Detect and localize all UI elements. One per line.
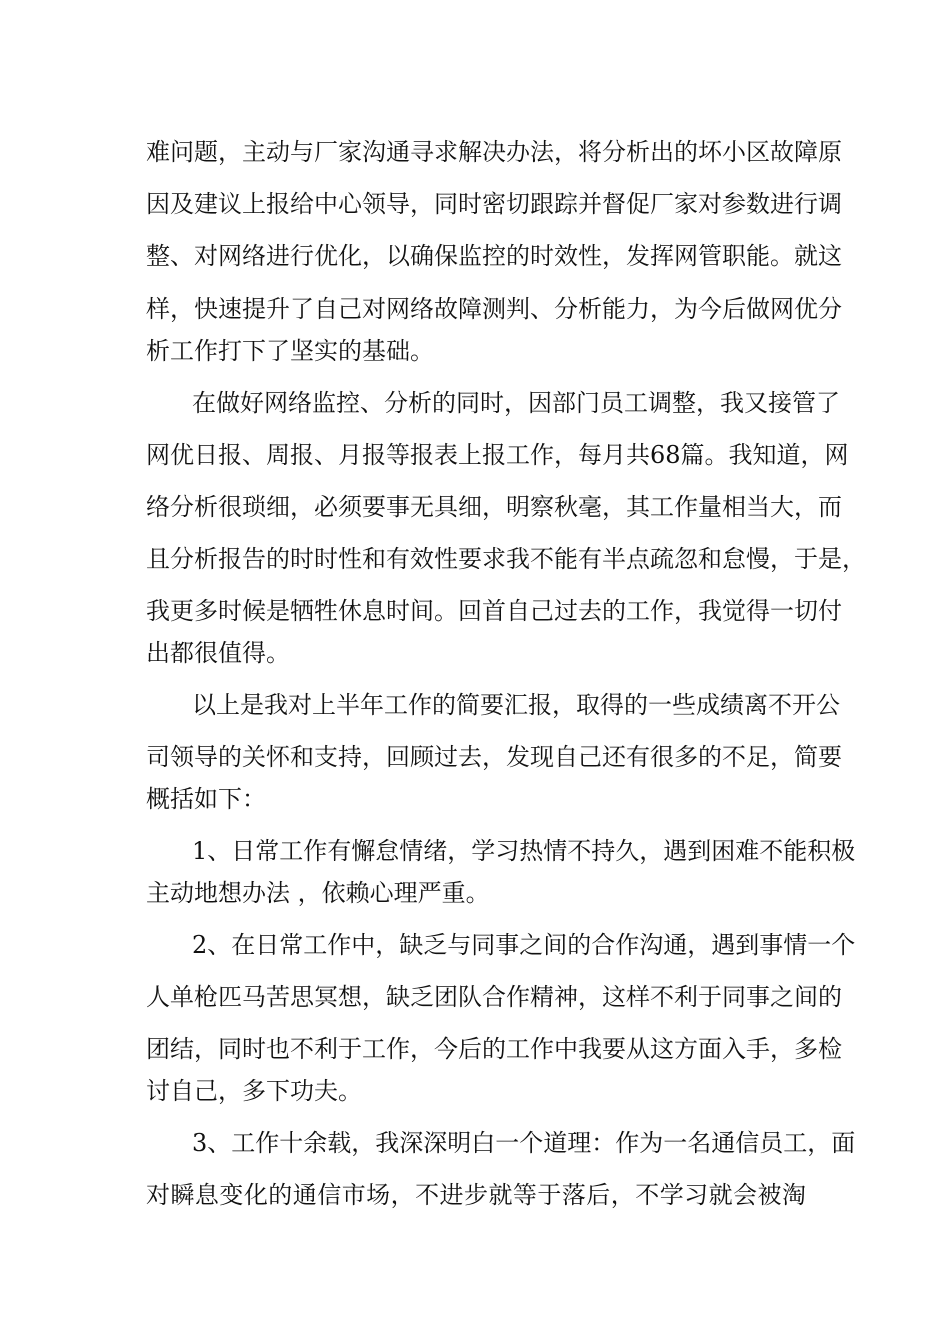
text-line: 析工作打下了坚实的基础。: [146, 337, 434, 365]
text-line: 我更多时候是牺牲休息时间。回首自己过去的工作，我觉得一切付: [146, 597, 842, 625]
text-line: 2、在日常工作中，缺乏与同事之间的合作沟通，遇到事情一个: [192, 931, 856, 959]
text-line: 3、工作十余载，我深深明白一个道理：作为一名通信员工，面: [192, 1129, 856, 1157]
text-line: 络分析很琐细，必须要事无具细，明察秋毫，其工作量相当大，而: [146, 493, 842, 521]
text-line: 司领导的关怀和支持，回顾过去，发现自己还有很多的不足，简要: [146, 743, 842, 771]
text-line: 团结，同时也不利于工作，今后的工作中我要从这方面入手，多检: [146, 1035, 842, 1063]
text-line: 难问题，主动与厂家沟通寻求解决办法，将分析出的坏小区故障原: [146, 138, 842, 166]
text-line: 对瞬息变化的通信市场，不进步就等于落后，不学习就会被淘: [146, 1181, 806, 1209]
text-line: 整、对网络进行优化，以确保监控的时效性，发挥网管职能。就这: [146, 242, 842, 270]
text-line: 因及建议上报给中心领导，同时密切跟踪并督促厂家对参数进行调: [146, 190, 842, 218]
text-line: 概括如下：: [146, 785, 266, 813]
text-line: 在做好网络监控、分析的同时，因部门员工调整，我又接管了: [192, 389, 840, 417]
text-line: 1、日常工作有懈怠情绪，学习热情不持久，遇到困难不能积极: [192, 837, 856, 865]
text-line: 主动地想办法 ，依赖心理严重。: [146, 879, 490, 907]
text-line: 人单枪匹马苦思冥想，缺乏团队合作精神，这样不利于同事之间的: [146, 983, 842, 1011]
text-line: 样，快速提升了自己对网络故障测判、分析能力，为今后做网优分: [146, 295, 842, 323]
text-line: 讨自己，多下功夫。: [146, 1077, 362, 1105]
text-line: 以上是我对上半年工作的简要汇报，取得的一些成绩离不开公: [192, 691, 840, 719]
text-line: 且分析报告的时时性和有效性要求我不能有半点疏忽和怠慢，于是，: [146, 545, 866, 573]
text-line: 网优日报、周报、月报等报表上报工作，每月共68篇。我知道，网: [146, 441, 849, 469]
text-line: 出都很值得。: [146, 639, 290, 667]
